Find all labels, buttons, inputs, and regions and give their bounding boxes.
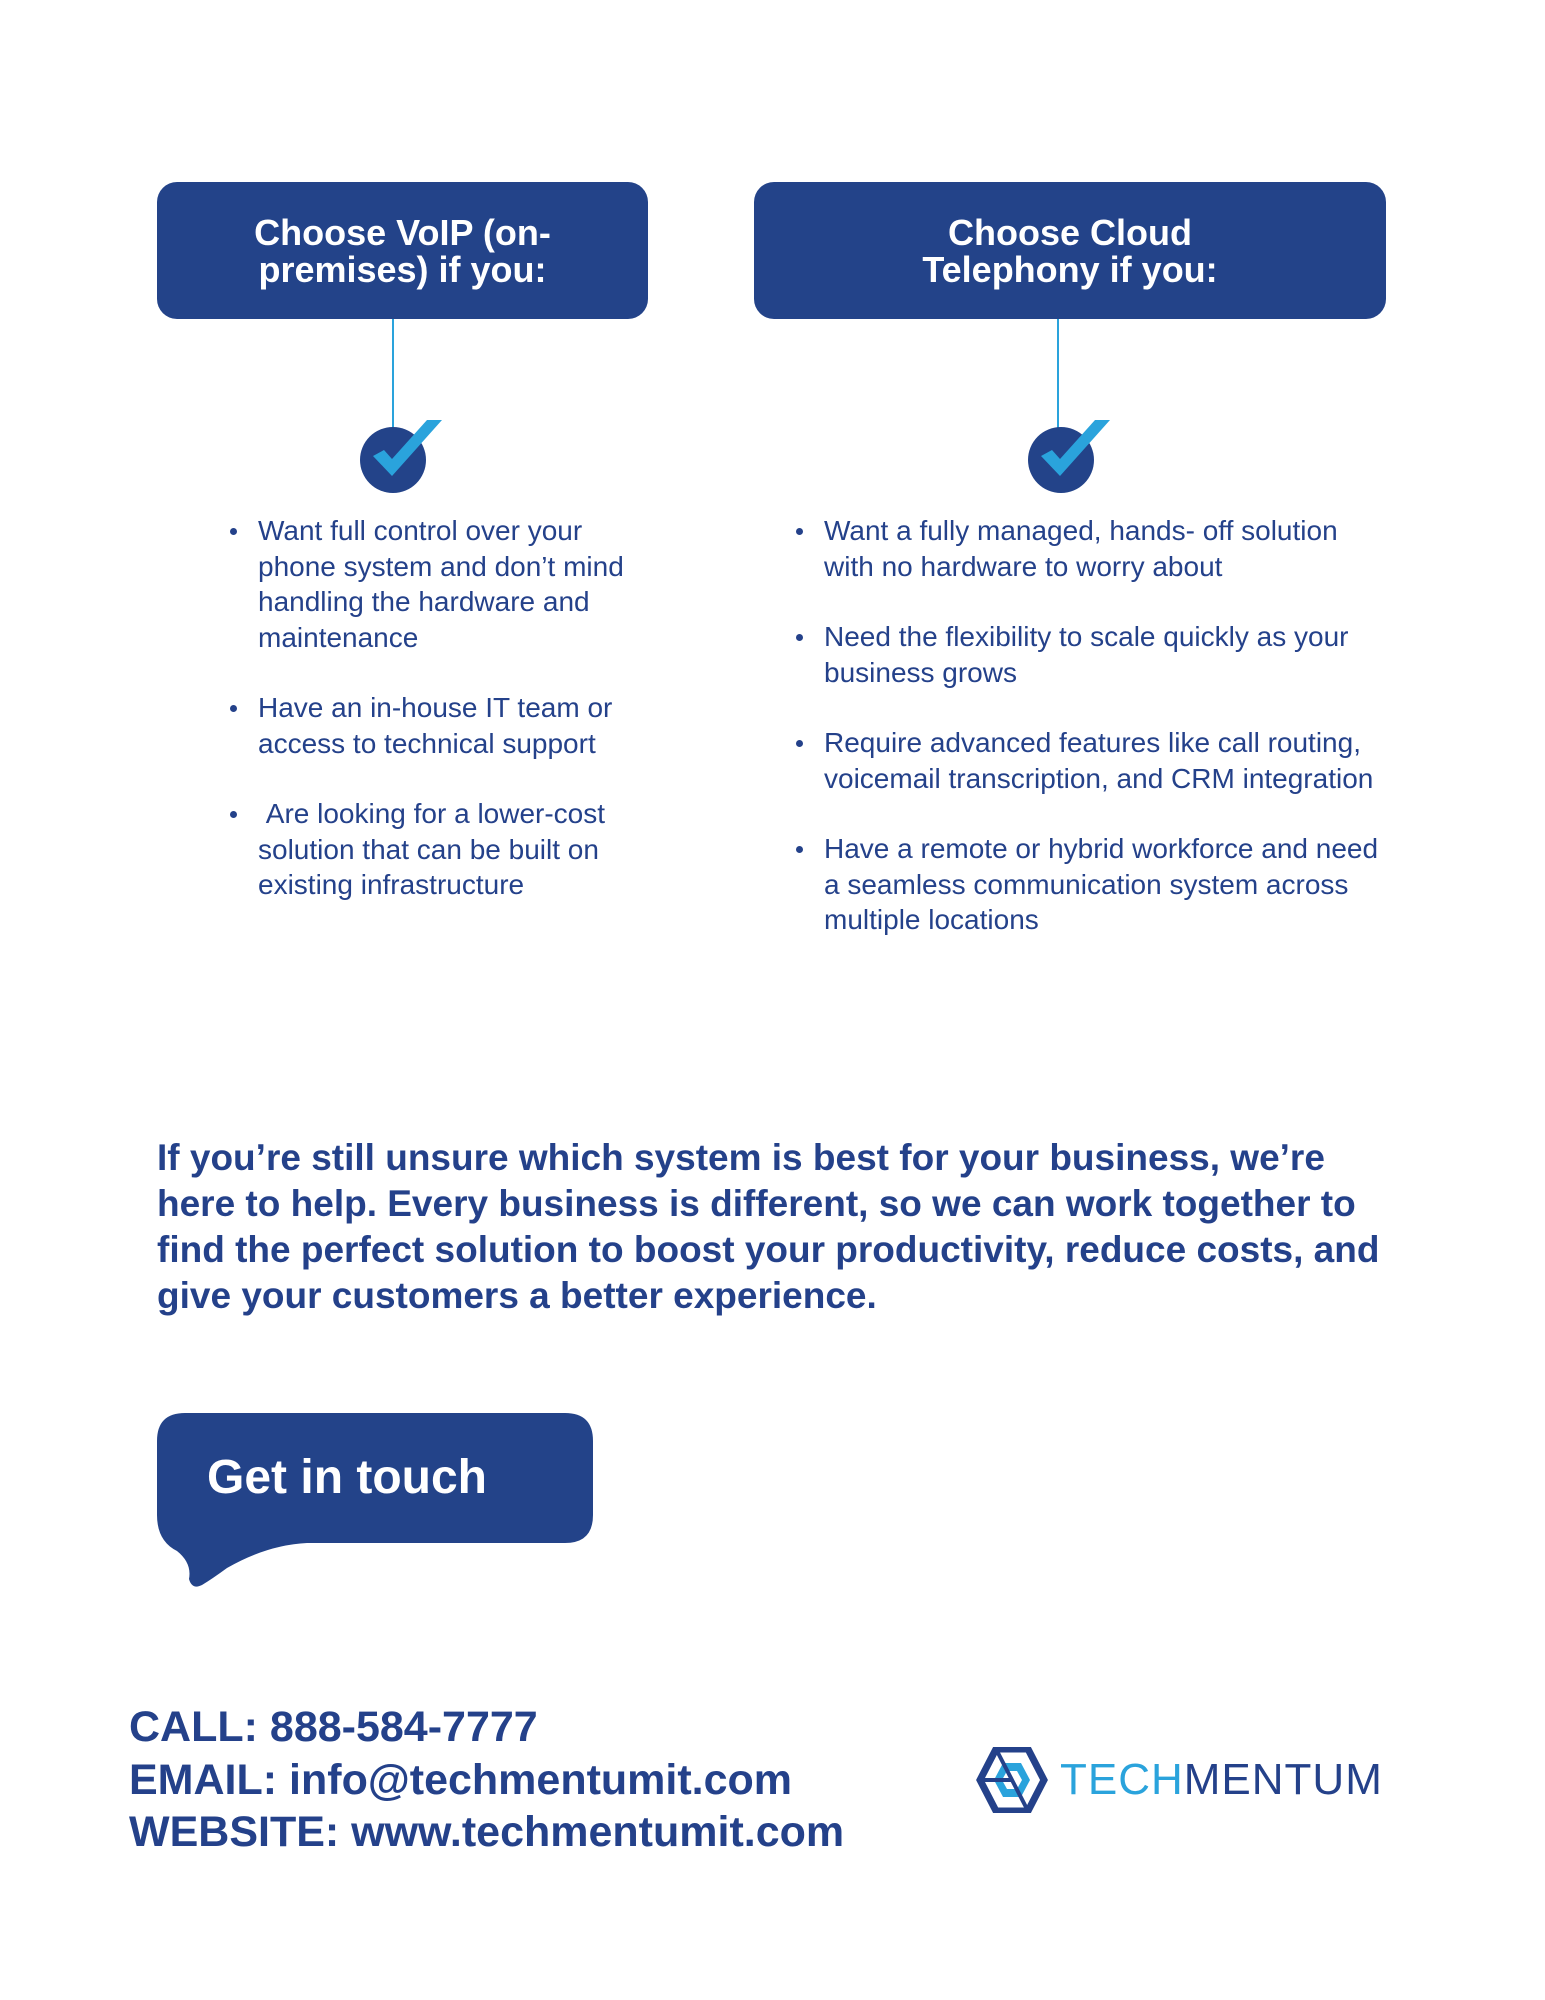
email-address: EMAIL: info@techmentumit.com [129,1755,793,1804]
get-in-touch-label: Get in touch [207,1451,487,1504]
logo-text-mentum: MENTUM [1183,1755,1383,1804]
cloud-header-text: Choose Cloud Telephony if you: [922,211,1218,290]
get-in-touch-button[interactable] [157,1413,593,1588]
check-circle-icon [1024,412,1114,499]
list-item: Are looking for a lower-cost solution that can be built on existing infrastructure [258,796,638,903]
list-item: Require advanced features like call routing, voicemail transcription, and CRM integration [824,725,1384,796]
voip-header-text: Choose VoIP (on-premises) if you: [254,211,551,290]
voip-header [157,182,648,319]
voip-criteria-list [224,513,638,938]
techmentum-logo [976,1745,1416,1815]
list-item: Have a remote or hybrid workforce and need a seamless communication system across multiple locations [824,831,1384,938]
list-item: Want a fully managed, hands- off solution with no hardware to worry about [824,513,1384,584]
logo-text-tech: TECH [1060,1755,1184,1804]
list-item: Have an in-house IT team or access to technical support [258,690,638,761]
website-url: WEBSITE: www.techmentumit.com [129,1808,845,1856]
techmentum-logo-icon [976,1747,1048,1813]
list-item: Need the flexibility to scale quickly as your business grows [824,619,1384,690]
cloud-criteria-list [790,513,1384,973]
list-item: Want full control over your phone system and don’t mind handling the hardware and maintenance [258,513,638,655]
phone-number: CALL: 888-584-7777 [129,1703,538,1751]
cloud-telephony-header [754,182,1386,319]
summary-paragraph: If you’re still unsure which system is best for your business, we’re here to help. Every business is different, so we can work together to find the perfect solution to boost your productivity, reduce costs, and give your customers a better experience. [157,1137,1380,1316]
check-circle-icon [356,412,446,499]
contact-info [129,1701,844,1859]
